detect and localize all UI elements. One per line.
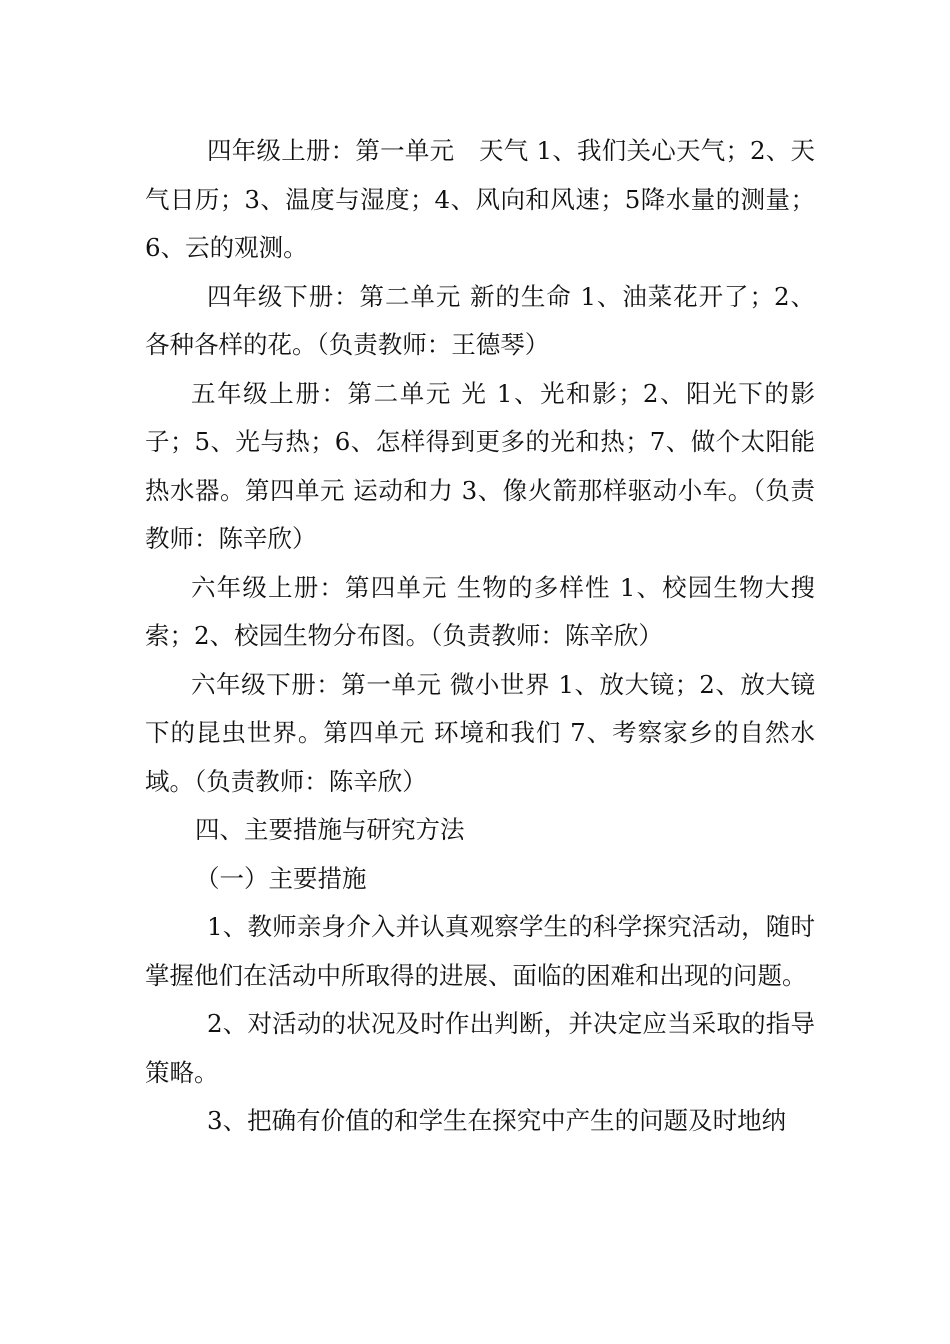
paragraph-grade4-first-semester: 四年级上册：第一单元 天气 1、我们关心天气；2、天气日历；3、温度与湿度；4、风向和风速；5降水量的测量；6、云的观测。 xyxy=(145,136,815,262)
paragraph-grade6-second-semester: 六年级下册：第一单元 微小世界 1、放大镜；2、放大镜下的昆虫世界。第四单元 环境和我们 7、考察家乡的自然水域。（负责教师：陈辛欣） xyxy=(145,669,815,796)
document-body xyxy=(145,127,815,1146)
section-heading-measures-methods: 四、主要措施与研究方法 xyxy=(195,815,465,844)
paragraph-grade6-first-semester: 六年级上册：第四单元 生物的多样性 1、校园生物大搜索；2、校园生物分布图。（负责教师：陈辛欣） xyxy=(145,572,815,650)
paragraph-grade5-first-semester: 五年级上册：第二单元 光 1、光和影；2、阳光下的影子；5、光与热；6、怎样得到更多的光和热；7、做个太阳能热水器。第四单元 运动和力 3、像火箭那样驱动小车。（负责教师：陈辛欣） xyxy=(145,378,815,553)
paragraph-measure-1: 1、教师亲身介入并认真观察学生的科学探究活动，随时掌握他们在活动中所取得的进展、面临的困难和出现的问题。 xyxy=(145,912,815,990)
paragraph-grade4-second-semester: 四年级下册：第二单元 新的生命 1、油菜花开了；2、各种各样的花。（负责教师：王德琴） xyxy=(145,281,815,359)
subsection-heading-main-measures: （一）主要措施 xyxy=(195,863,367,893)
paragraph-measure-3: 3、把确有价值的和学生在探究中产生的问题及时地纳 xyxy=(207,1106,787,1135)
paragraph-measure-2: 2、对活动的状况及时作出判断，并决定应当采取的指导策略。 xyxy=(145,1009,815,1087)
